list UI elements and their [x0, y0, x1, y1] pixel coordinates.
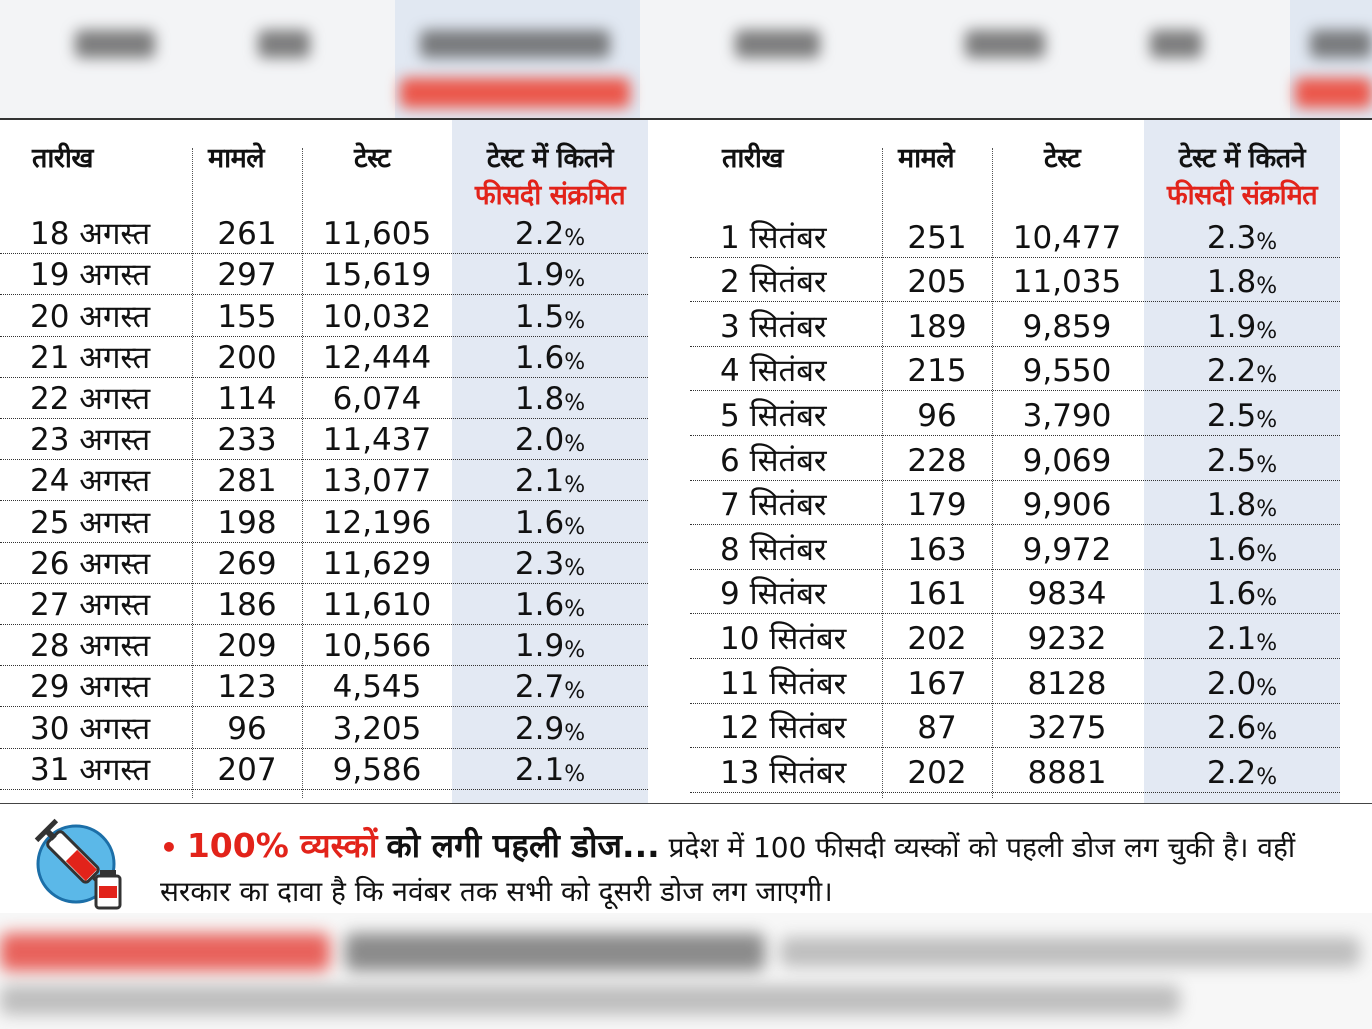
percent-cell [452, 624, 648, 665]
cases-cell: 297 [217, 257, 277, 294]
percent-value: 1.9 [514, 257, 565, 294]
table-row [0, 294, 648, 336]
cases-cell: 96 [917, 397, 957, 434]
percent-sign: % [1256, 407, 1278, 433]
cases-cell: 198 [217, 504, 277, 541]
percent-sign: % [564, 473, 586, 499]
date-cell: 28 अगस्त [30, 628, 151, 665]
table-row [690, 346, 1340, 392]
percent-cell [1144, 212, 1340, 257]
vaccine-syringe-icon [30, 814, 130, 914]
tests-cell: 9,972 [1022, 531, 1112, 568]
percent-sign: % [564, 349, 586, 375]
date-cell: 21 अगस्त [30, 339, 151, 376]
tests-cell: 11,437 [322, 422, 432, 459]
table-row [690, 658, 1340, 704]
header-date: तारीख [32, 143, 94, 174]
percent-cell [452, 500, 648, 541]
table-row [0, 253, 648, 295]
percent-cell [1144, 747, 1340, 792]
cases-cell: 205 [907, 264, 967, 301]
tests-cell: 9232 [1027, 620, 1107, 657]
percent-value: 2.1 [1206, 620, 1257, 657]
cases-cell: 200 [217, 339, 277, 376]
header-infected-line1: टेस्ट में कितने [486, 143, 614, 174]
tests-cell: 9,859 [1022, 308, 1112, 345]
tests-cell: 8128 [1027, 665, 1107, 702]
percent-cell [452, 706, 648, 747]
percent-cell [452, 665, 648, 706]
percent-value: 2.1 [514, 751, 565, 788]
percent-sign: % [1256, 720, 1278, 746]
tests-cell: 3,790 [1022, 397, 1112, 434]
table-row [0, 336, 648, 378]
note-text [160, 824, 1340, 914]
header-cases: मामले [898, 143, 955, 174]
cases-cell: 207 [217, 751, 277, 788]
tests-cell: 9,550 [1022, 353, 1112, 390]
percent-value: 2.0 [1206, 665, 1257, 702]
tests-cell: 9,906 [1022, 487, 1112, 524]
date-cell: 29 अगस्त [30, 669, 151, 706]
table-row [690, 524, 1340, 570]
date-cell: 4 सितंबर [720, 353, 827, 390]
date-cell: 23 अगस्त [30, 422, 151, 459]
percent-sign: % [1256, 318, 1278, 344]
percent-value: 1.6 [1206, 576, 1257, 613]
percent-cell [1144, 257, 1340, 302]
percent-value: 2.0 [514, 422, 565, 459]
percent-sign: % [1256, 497, 1278, 523]
table-row [690, 613, 1340, 659]
cases-cell: 251 [907, 219, 967, 256]
date-cell: 13 सितंबर [720, 754, 847, 791]
cases-cell: 179 [907, 487, 967, 524]
cases-cell: 123 [217, 669, 277, 706]
cases-cell: 189 [907, 308, 967, 345]
date-cell: 18 अगस्त [30, 216, 151, 253]
percent-cell [452, 212, 648, 253]
percent-sign: % [564, 638, 586, 664]
percent-value: 2.3 [514, 545, 565, 582]
percent-value: 2.5 [1206, 442, 1257, 479]
percent-cell [452, 253, 648, 294]
percent-cell [1144, 480, 1340, 525]
percent-value: 1.8 [1206, 264, 1257, 301]
percent-sign: % [564, 555, 586, 581]
tests-cell: 10,032 [322, 298, 432, 335]
date-cell: 31 अगस्त [30, 751, 151, 788]
percent-cell [1144, 569, 1340, 614]
cases-cell: 202 [907, 754, 967, 791]
tests-cell: 10,566 [322, 628, 432, 665]
cases-cell: 281 [217, 463, 277, 500]
tests-cell: 9,069 [1022, 442, 1112, 479]
tests-cell: 11,610 [322, 586, 432, 623]
cases-cell: 155 [217, 298, 277, 335]
tests-cell: 3275 [1027, 710, 1107, 747]
tests-cell: 3,205 [332, 710, 422, 747]
percent-cell [1144, 435, 1340, 480]
tests-cell: 12,196 [322, 504, 432, 541]
note-headline-bold: को लगी पहली डोज... [386, 826, 660, 865]
date-cell: 9 सितंबर [720, 576, 827, 613]
percent-cell [1144, 346, 1340, 391]
table-row [690, 301, 1340, 347]
header-infected-line2: फीसदी संक्रमित [1166, 180, 1318, 211]
percent-sign: % [564, 596, 586, 622]
percent-sign: % [1256, 630, 1278, 656]
percent-sign: % [564, 514, 586, 540]
table-row [0, 500, 648, 542]
date-cell: 25 अगस्त [30, 504, 151, 541]
date-cell: 6 सितंबर [720, 442, 827, 479]
header-tests: टेस्ट [354, 143, 391, 174]
tests-cell: 10,477 [1012, 219, 1122, 256]
blurred-footer-text [0, 913, 1372, 1029]
tests-cell: 15,619 [322, 257, 432, 294]
cases-cell: 186 [217, 586, 277, 623]
header-tests: टेस्ट [1044, 143, 1081, 174]
percent-value: 1.8 [514, 380, 565, 417]
percent-value: 2.2 [514, 216, 565, 253]
table-row [0, 377, 648, 419]
percent-cell [452, 459, 648, 500]
tests-cell: 9,586 [332, 751, 422, 788]
cases-cell: 96 [227, 710, 267, 747]
date-cell: 12 सितंबर [720, 710, 847, 747]
cases-cell: 167 [907, 665, 967, 702]
date-cell: 26 अगस्त [30, 545, 151, 582]
percent-cell [452, 336, 648, 377]
date-cell: 11 सितंबर [720, 665, 847, 702]
percent-cell [452, 377, 648, 418]
table-row [690, 569, 1340, 615]
percent-value: 2.9 [514, 710, 565, 747]
header-infected [1144, 138, 1340, 212]
vaccination-note [0, 803, 1372, 914]
cases-cell: 233 [217, 422, 277, 459]
percent-sign: % [1256, 764, 1278, 790]
cases-cell: 228 [907, 442, 967, 479]
tests-cell: 4,545 [332, 669, 422, 706]
header-cases: मामले [208, 143, 265, 174]
table-row [690, 390, 1340, 436]
date-cell: 3 सितंबर [720, 308, 827, 345]
table-row [0, 459, 648, 501]
table-row [690, 435, 1340, 481]
date-cell: 27 अगस्त [30, 586, 151, 623]
date-cell: 1 सितंबर [720, 219, 827, 256]
percent-cell [1144, 390, 1340, 435]
note-body: प्रदेश में 100 फीसदी व्यस्कों को पहली डोज लग चुकी है। वहीं सरकार का दावा है कि नवंबर तक सभी को दूसरी डोज लग जाएगी। [160, 831, 1296, 908]
cases-cell: 269 [217, 545, 277, 582]
tests-cell: 11,035 [1012, 264, 1122, 301]
percent-value: 1.6 [514, 586, 565, 623]
cases-cell: 215 [907, 353, 967, 390]
table-row [0, 706, 648, 748]
cases-cell: 87 [917, 710, 957, 747]
table-row [690, 703, 1340, 749]
header-date: तारीख [722, 143, 784, 174]
percent-sign: % [564, 679, 586, 705]
cases-cell: 114 [217, 380, 277, 417]
percent-sign: % [1256, 675, 1278, 701]
percent-value: 2.3 [1206, 219, 1257, 256]
table-row [690, 257, 1340, 303]
percent-cell [452, 542, 648, 583]
percent-sign: % [564, 267, 586, 293]
tests-cell: 11,605 [322, 216, 432, 253]
percent-sign: % [1256, 541, 1278, 567]
header-infected-line2: फीसदी संक्रमित [474, 180, 626, 211]
table-row [690, 212, 1340, 258]
covid-stats-tables [0, 118, 1372, 805]
table-row [0, 212, 648, 254]
table-row [690, 480, 1340, 526]
table-row [690, 747, 1340, 793]
august-table [0, 120, 648, 805]
tests-cell: 12,444 [322, 339, 432, 376]
cases-cell: 163 [907, 531, 967, 568]
date-cell: 30 अगस्त [30, 710, 151, 747]
date-cell: 19 अगस्त [30, 257, 151, 294]
table-row [0, 542, 648, 584]
percent-cell [1144, 703, 1340, 748]
percent-sign: % [564, 761, 586, 787]
percent-value: 2.5 [1206, 397, 1257, 434]
date-cell: 10 सितंबर [720, 620, 847, 657]
note-bullet: • [160, 831, 178, 864]
header-infected [452, 138, 648, 212]
tests-cell: 8881 [1027, 754, 1107, 791]
percent-value: 2.2 [1206, 754, 1257, 791]
september-table [690, 120, 1340, 805]
date-cell: 24 अगस्त [30, 463, 151, 500]
tests-cell: 9834 [1027, 576, 1107, 613]
percent-value: 2.1 [514, 463, 565, 500]
percent-sign: % [1256, 274, 1278, 300]
blurred-header-strip [0, 0, 1372, 118]
percent-cell [452, 294, 648, 335]
percent-sign: % [1256, 586, 1278, 612]
table-row [0, 583, 648, 625]
date-cell: 22 अगस्त [30, 380, 151, 417]
date-cell: 20 अगस्त [30, 298, 151, 335]
percent-value: 2.7 [514, 669, 565, 706]
tests-cell: 13,077 [322, 463, 432, 500]
percent-cell [1144, 301, 1340, 346]
percent-sign: % [564, 390, 586, 416]
percent-value: 1.6 [514, 339, 565, 376]
percent-sign: % [564, 720, 586, 746]
percent-value: 2.6 [1206, 710, 1257, 747]
table-row [0, 624, 648, 666]
percent-value: 1.6 [514, 504, 565, 541]
percent-sign: % [1256, 363, 1278, 389]
note-headline-red: 100% व्यस्कों [186, 826, 378, 865]
percent-sign: % [1256, 229, 1278, 255]
percent-cell [452, 583, 648, 624]
cases-cell: 161 [907, 576, 967, 613]
date-cell: 2 सितंबर [720, 264, 827, 301]
percent-sign: % [564, 432, 586, 458]
tests-cell: 11,629 [322, 545, 432, 582]
percent-value: 1.9 [514, 628, 565, 665]
percent-cell [1144, 613, 1340, 658]
percent-sign: % [564, 226, 586, 252]
cases-cell: 261 [217, 216, 277, 253]
percent-sign: % [1256, 452, 1278, 478]
date-cell: 7 सितंबर [720, 487, 827, 524]
cases-cell: 202 [907, 620, 967, 657]
tests-cell: 6,074 [332, 380, 422, 417]
table-row [0, 418, 648, 460]
percent-cell [452, 748, 648, 789]
percent-value: 2.2 [1206, 353, 1257, 390]
percent-value: 1.9 [1206, 308, 1257, 345]
percent-value: 1.8 [1206, 487, 1257, 524]
percent-cell [1144, 658, 1340, 703]
date-cell: 5 सितंबर [720, 397, 827, 434]
date-cell: 8 सितंबर [720, 531, 827, 568]
percent-value: 1.5 [514, 298, 565, 335]
header-infected-line1: टेस्ट में कितने [1178, 143, 1306, 174]
table-row [0, 748, 648, 790]
table-row [0, 665, 648, 707]
cases-cell: 209 [217, 628, 277, 665]
percent-sign: % [564, 308, 586, 334]
percent-value: 1.6 [1206, 531, 1257, 568]
percent-cell [452, 418, 648, 459]
percent-cell [1144, 524, 1340, 569]
